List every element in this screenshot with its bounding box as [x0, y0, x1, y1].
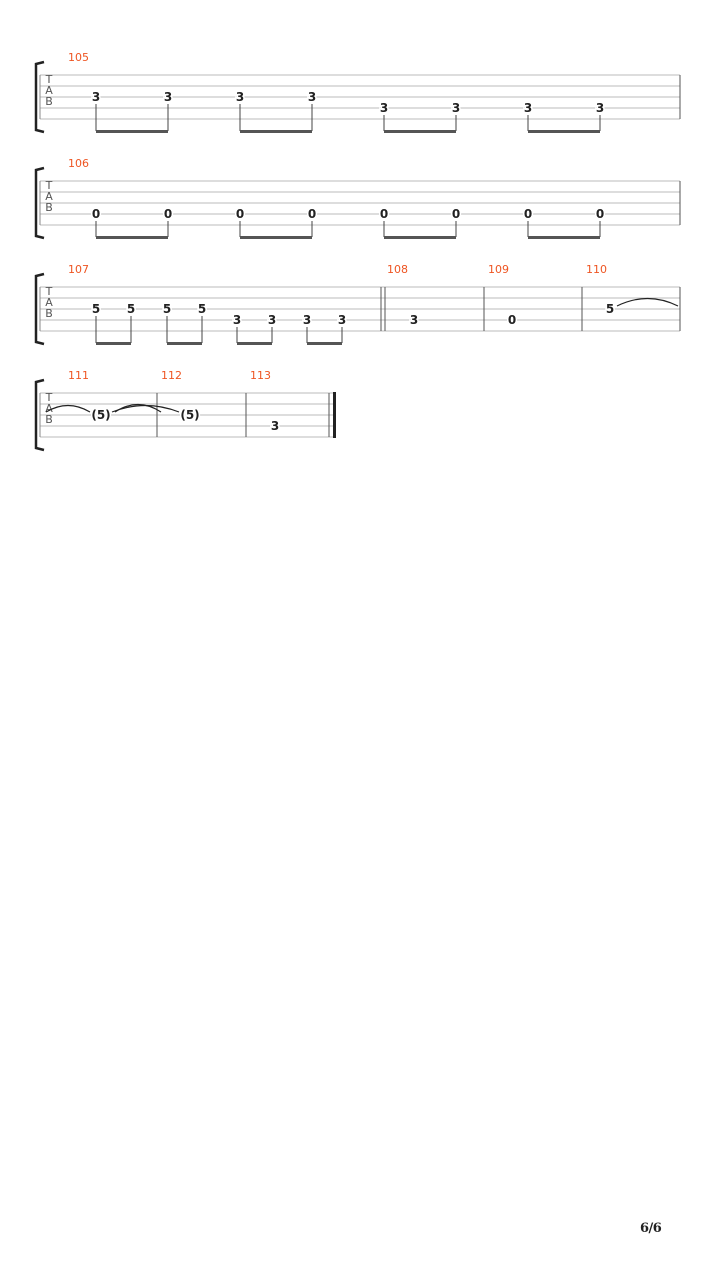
- note-beam: [240, 236, 312, 239]
- fret-number: 3: [307, 90, 317, 104]
- tab-clef-letter: A: [45, 296, 53, 309]
- fret-number: 3: [302, 313, 312, 327]
- fret-number: 3: [451, 101, 461, 115]
- tie-arc: [617, 299, 678, 307]
- fret-number: 3: [379, 101, 389, 115]
- note-beam: [240, 130, 312, 133]
- note-beam: [96, 342, 131, 345]
- fret-number: 0: [451, 207, 461, 221]
- measure-number: 106: [68, 157, 89, 170]
- note-beam: [384, 236, 456, 239]
- final-barline-thick: [333, 392, 336, 438]
- fret-number: 5: [126, 302, 136, 316]
- tab-clef-letter: B: [45, 95, 53, 108]
- fret-number: 0: [235, 207, 245, 221]
- fret-number: 3: [232, 313, 242, 327]
- fret-number: 5: [197, 302, 207, 316]
- fret-number: 0: [91, 207, 101, 221]
- fret-number: 3: [267, 313, 277, 327]
- fret-number: (5): [91, 408, 111, 422]
- tab-clef-letter: T: [45, 179, 53, 192]
- tie-arc: [112, 406, 179, 413]
- measure-number: 113: [250, 369, 271, 382]
- note-beam: [96, 236, 168, 239]
- tab-clef-letter: A: [45, 84, 53, 97]
- fret-number: 3: [270, 419, 280, 433]
- fret-number: 0: [163, 207, 173, 221]
- tab-clef-letter: T: [45, 391, 53, 404]
- fret-number: 5: [91, 302, 101, 316]
- note-beam: [307, 342, 342, 345]
- page-number: 6/6: [640, 1221, 662, 1236]
- measure-number: 108: [387, 263, 408, 276]
- fret-number: 0: [307, 207, 317, 221]
- fret-number: 3: [409, 313, 419, 327]
- tab-clef-letter: B: [45, 307, 53, 320]
- note-beam: [528, 236, 600, 239]
- measure-number: 107: [68, 263, 89, 276]
- fret-number: 0: [523, 207, 533, 221]
- measure-number: 110: [586, 263, 607, 276]
- fret-number: 5: [162, 302, 172, 316]
- note-beam: [384, 130, 456, 133]
- fret-number: 0: [379, 207, 389, 221]
- fret-number: 5: [605, 302, 615, 316]
- fret-number: 3: [337, 313, 347, 327]
- tab-clef-letter: T: [45, 73, 53, 86]
- fret-number: 0: [507, 313, 517, 327]
- note-beam: [528, 130, 600, 133]
- tab-clef-letter: A: [45, 190, 53, 203]
- measure-number: 105: [68, 51, 89, 64]
- measure-number: 111: [68, 369, 89, 382]
- tab-clef-letter: B: [45, 413, 53, 426]
- tab-clef-letter: T: [45, 285, 53, 298]
- fret-number: 3: [163, 90, 173, 104]
- fret-number: 3: [91, 90, 101, 104]
- note-beam: [167, 342, 202, 345]
- measure-number: 109: [488, 263, 509, 276]
- fret-number: 3: [523, 101, 533, 115]
- measure-number: 112: [161, 369, 182, 382]
- fret-number: 3: [595, 101, 605, 115]
- note-beam: [237, 342, 272, 345]
- fret-number: 3: [235, 90, 245, 104]
- tab-clef-letter: B: [45, 201, 53, 214]
- note-beam: [96, 130, 168, 133]
- fret-number: 0: [595, 207, 605, 221]
- fret-number: (5): [180, 408, 200, 422]
- tab-clef-letter: A: [45, 402, 53, 415]
